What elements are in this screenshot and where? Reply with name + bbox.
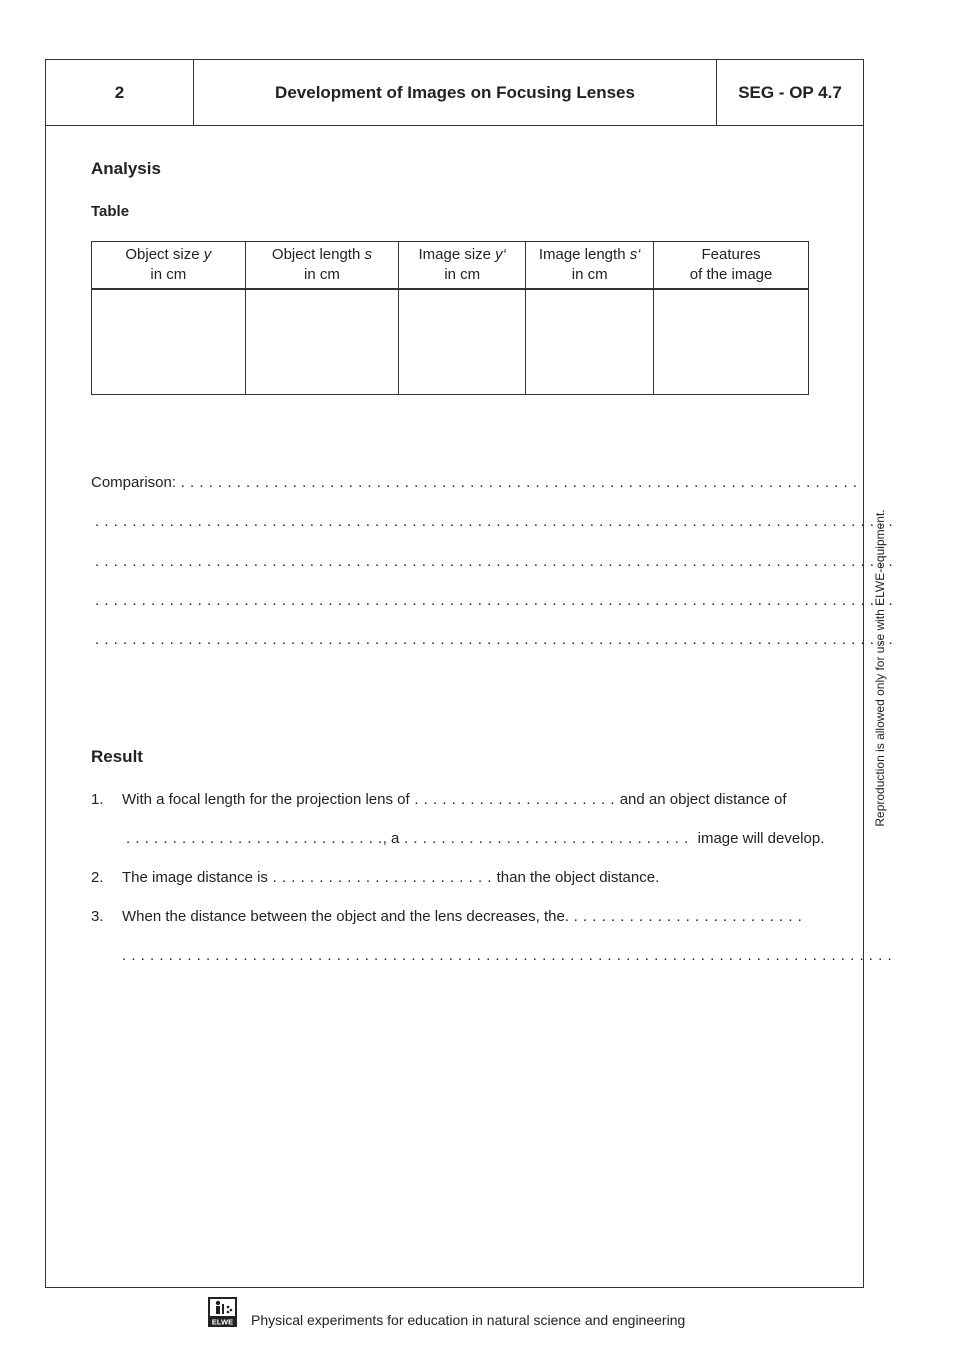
result-item-3[interactable]: 3. When the distance between the object and the lens decreases, the. . . . . . . . . . . . . . . . . . . . . . . . . . xyxy=(91,908,803,925)
document-title: Development of Images on Focusing Lenses xyxy=(194,60,717,125)
comparison-blank-line[interactable]: . . . . . . . . . . . . . . . . . . . . . . . . . . . . . . . . . . . . . . . . . . . . . . . . . . . . . . . . . . . . . . . . . . . . . . . . . . . . . . . . . . . . . . xyxy=(95,631,894,648)
elwe-logo xyxy=(208,1297,237,1327)
table-header-object-length: Object length s in cm xyxy=(245,242,399,290)
comparison-blank-line[interactable]: . . . . . . . . . . . . . . . . . . . . . . . . . . . . . . . . . . . . . . . . . . . . . . . . . . . . . . . . . . . . . . . . . . . . . . . . . . . . . . . . . . . . . . xyxy=(95,553,894,570)
page-header xyxy=(46,60,863,126)
table-header-image-size: Image size y‘ in cm xyxy=(399,242,526,290)
analysis-table xyxy=(91,241,809,395)
result-item-number: 3. xyxy=(91,908,104,925)
analysis-heading: Analysis xyxy=(91,159,161,178)
result-item-3-continued[interactable]: . . . . . . . . . . . . . . . . . . . . . . . . . . . . . . . . . . . . . . . . . . . . . . . . . . . . . . . . . . . . . . . . . . . . . . . . . . . . . . . . . . . xyxy=(122,947,893,964)
table-label: Table xyxy=(91,203,130,220)
document-code: SEG - OP 4.7 xyxy=(738,82,842,102)
table-cell[interactable] xyxy=(245,289,399,395)
table-cell[interactable] xyxy=(92,289,246,395)
comparison-label: Comparison: xyxy=(91,474,177,491)
table-header-features: Features of the image xyxy=(654,242,809,290)
result-item-2[interactable]: 2. The image distance is . . . . . . . . . . . . . . . . . . . . . . . . than the object distance. xyxy=(91,869,660,886)
comparison-line[interactable]: Comparison: . . . . . . . . . . . . . . . . . . . . . . . . . . . . . . . . . . . . . . . . . . . . . . . . . . . . . . . . . . . . . . . . . . . . . . . . . xyxy=(91,474,858,491)
result-item-1[interactable]: 1. With a focal length for the projection lens of . . . . . . . . . . . . . . . . . . . . . . and an object distance of xyxy=(91,791,787,808)
table-cell[interactable] xyxy=(654,289,809,395)
result-item-number: 1. xyxy=(91,791,104,808)
comparison-blank-line[interactable]: . . . . . . . . . . . . . . . . . . . . . . . . . . . . . . . . . . . . . . . . . . . . . . . . . . . . . . . . . . . . . . . . . . . . . . . . . . . . . . . . . . . . . . xyxy=(95,592,894,609)
table-cell[interactable] xyxy=(526,289,654,395)
footer-text: Physical experiments for education in natural science and engineering xyxy=(251,1312,686,1328)
comparison-blank-line[interactable]: . . . . . . . . . . . . . . . . . . . . . . . . . . . . . . . . . . . . . . . . . . . . . . . . . . . . . . . . . . . . . . . . . . . . . . . . . . . . . . . . . . . . . . xyxy=(95,513,894,530)
result-item-number: 2. xyxy=(91,869,104,886)
table-cell[interactable] xyxy=(399,289,526,395)
table-header-image-length: Image length s‘ in cm xyxy=(526,242,654,290)
page-number: 2 xyxy=(46,60,194,125)
svg-text:ELWE: ELWE xyxy=(211,1317,234,1327)
result-item-1-continued[interactable]: . . . . . . . . . . . . . . . . . . . . . . . . . . . ., a . . . . . . . . . . . . . . . . . . . . . . . . . . . . . . . image will develop. xyxy=(126,830,825,847)
reproduction-note: Reproduction is allowed only for use with ELWE-equipment. xyxy=(873,509,887,827)
table-row xyxy=(92,289,809,395)
result-heading: Result xyxy=(91,747,143,766)
table-header-row xyxy=(92,242,809,290)
table-header-object-size: Object size y in cm xyxy=(92,242,246,290)
